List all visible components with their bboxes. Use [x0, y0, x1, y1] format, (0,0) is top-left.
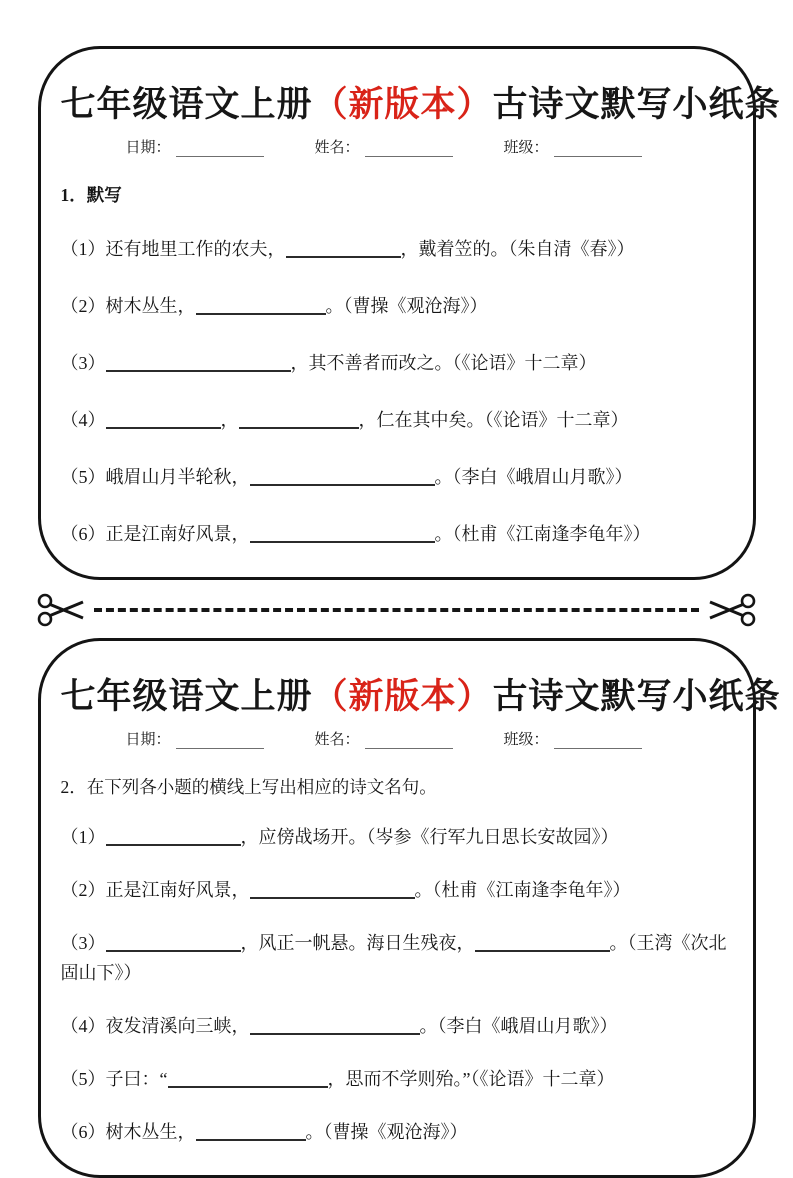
class-field — [504, 139, 642, 157]
question-text: （6）正是江南好风景， — [60, 524, 250, 544]
answer-blank — [250, 883, 415, 899]
title-highlight: （新版本） — [312, 85, 493, 124]
date-field — [126, 139, 264, 157]
title-pre: 七年级语文上册 — [60, 85, 313, 124]
question-text: （5）子曰：“ — [60, 1069, 168, 1089]
question-text: ，思而不学则殆。”（《论语》十二章） — [327, 1069, 615, 1089]
class-label: 班级： — [503, 140, 549, 156]
section-heading-1: 1．默写 — [60, 185, 122, 205]
answer-blank — [106, 830, 241, 846]
name-underline — [365, 734, 453, 749]
question-line — [61, 875, 733, 905]
question-text: （4） — [60, 410, 106, 430]
date-label: 日期： — [125, 140, 171, 156]
question-line — [61, 1011, 733, 1041]
card-title — [60, 77, 781, 127]
question-text: 。（杜甫《江南逢李龟年》） — [434, 524, 651, 544]
question-text: （2）树木丛生， — [60, 296, 196, 316]
header-fields — [61, 139, 733, 157]
question-text: 。（李白《峨眉山月歌》） — [419, 1016, 618, 1036]
question-text: ， — [220, 410, 239, 430]
scissors-right-icon — [705, 592, 757, 628]
question-line — [61, 234, 733, 264]
title-post: 古诗文默写小纸条 — [492, 677, 781, 716]
title-highlight: （新版本） — [312, 677, 493, 716]
question-line — [61, 928, 733, 988]
question-text: 。（曹操《观沧海》） — [325, 296, 488, 316]
question-text: ，戴着笠的。（朱自清《春》） — [400, 239, 635, 259]
question-text: ，风正一帆悬。海日生残夜， — [240, 933, 475, 953]
question-text: （4）夜发清溪向三峡， — [60, 1016, 250, 1036]
question-text: ，其不善者而改之。（《论语》十二章） — [290, 353, 597, 373]
answer-blank — [106, 936, 241, 952]
title-post: 古诗文默写小纸条 — [492, 85, 781, 124]
question-text: 。（李白《峨眉山月歌》） — [434, 467, 633, 487]
scissors-left-icon — [36, 592, 88, 628]
class-underline — [554, 734, 642, 749]
question-line — [61, 822, 733, 852]
question-line — [61, 462, 733, 492]
question-text: （1）还有地里工作的农夫， — [60, 239, 286, 259]
class-field — [504, 731, 642, 749]
question-line — [61, 1064, 733, 1094]
question-text: （6）树木丛生， — [60, 1122, 196, 1142]
name-label: 姓名： — [314, 732, 360, 748]
question-text: 。（王湾《次北固山下》） — [60, 933, 727, 983]
question-text: 。（曹操《观沧海》） — [305, 1122, 468, 1142]
question-text: 。（杜甫《江南逢李龟年》） — [414, 880, 631, 900]
question-text: ，仁在其中矣。（《论语》十二章） — [358, 410, 629, 430]
title-pre: 七年级语文上册 — [60, 677, 313, 716]
question-text: （5）峨眉山月半轮秋， — [60, 467, 250, 487]
answer-blank — [196, 299, 326, 315]
dashed-cut-line — [94, 608, 699, 612]
answer-blank — [250, 527, 435, 543]
date-underline — [176, 142, 264, 157]
answer-blank — [106, 413, 221, 429]
name-label: 姓名： — [314, 140, 360, 156]
answer-blank — [196, 1125, 306, 1141]
question-text: （3） — [60, 933, 106, 953]
card-title — [60, 669, 781, 719]
name-field — [315, 731, 453, 749]
worksheet-page — [0, 46, 793, 1168]
question-line — [61, 405, 733, 435]
question-line — [61, 348, 733, 378]
answer-blank — [250, 470, 435, 486]
answer-blank — [168, 1072, 328, 1088]
class-underline — [554, 142, 642, 157]
header-fields — [61, 731, 733, 749]
answer-blank — [239, 413, 359, 429]
question-text: （2）正是江南好风景， — [60, 880, 250, 900]
answer-blank — [286, 242, 401, 258]
question-text: （3） — [60, 353, 106, 373]
question-text: ，应傍战场开。（岑参《行军九日思长安故园》） — [240, 827, 619, 847]
section-heading-2: 2．在下列各小题的横线上写出相应的诗文名句。 — [60, 777, 437, 797]
answer-blank — [106, 356, 291, 372]
name-field — [315, 139, 453, 157]
class-label: 班级： — [503, 732, 549, 748]
question-line — [61, 291, 733, 321]
cut-divider — [36, 588, 757, 632]
question-line — [61, 1117, 733, 1147]
answer-blank — [475, 936, 610, 952]
date-underline — [176, 734, 264, 749]
questions-list-1 — [61, 234, 733, 549]
date-label: 日期： — [125, 732, 171, 748]
answer-blank — [250, 1019, 420, 1035]
date-field — [126, 731, 264, 749]
question-line — [61, 519, 733, 549]
questions-list-2 — [61, 822, 733, 1147]
question-text: （1） — [60, 827, 106, 847]
worksheet-card-2 — [38, 638, 781, 1178]
worksheet-card-1 — [38, 46, 781, 580]
name-underline — [365, 142, 453, 157]
